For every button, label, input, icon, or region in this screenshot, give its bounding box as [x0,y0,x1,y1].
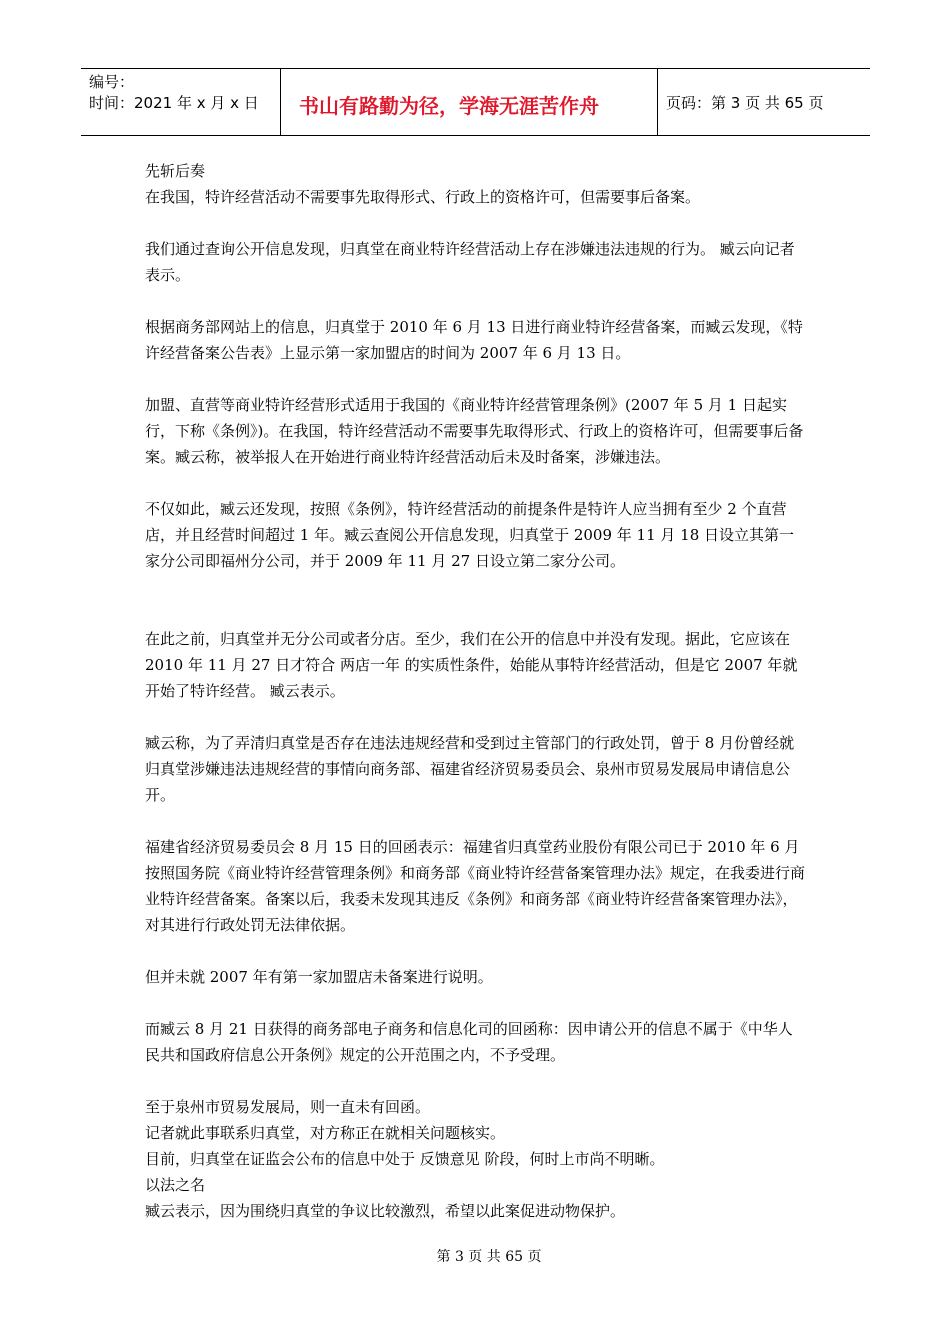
page-footer [0,1246,950,1266]
paragraph: 而臧云 8 月 21 日获得的商务部电子商务和信息化司的回函称：因申请公开的信息不属于《中华人民共和国政府信息公开条例》规定的公开范围之内，不予受理。 [145,1020,793,1064]
paragraph: 根据商务部网站上的信息，归真堂于 2010 年 6 月 13 日进行商业特许经营备案，而臧云发现，《特许经营备案公告表》上显示第一家加盟店的时间为 2007 年 6 月 13 日。 [145,318,803,362]
header-page-cell [658,69,870,135]
paragraph: 福建省经济贸易委员会 8 月 15 日的回函表示：福建省归真堂药业股份有限公司已于 2010 年 6 月按照国务院《商业特许经营管理条例》和商务部《商业特许经营备案管理办法》规定，在我委进行商业特许经营备案。备案以后，我委未发现其违反《条例》和商务部《商业特许经营备案管理办法》，对其进行行政处罚无法律依据。 [145,838,806,934]
footer-page-number: 第 3 页 共 65 页 [436,1249,542,1265]
document-date-label: 时间：2021 年 x 月 x 日 [89,94,259,112]
paragraph: 至于泉州市贸易发展局，则一直未有回函。 [145,1098,431,1116]
paragraph: 在我国，特许经营活动不需要事先取得形式、行政上的资格许可，但需要事后备案。 [145,188,701,206]
header-meta-cell [81,69,281,135]
header-page-label: 页码：第 3 页 共 65 页 [666,93,824,112]
header-motto: 书山有路勤为径，学海无涯苦作舟 [299,93,599,118]
header-motto-cell [281,69,658,135]
paragraph: 加盟、直营等商业特许经营形式适用于我国的《商业特许经营管理条例》(2007 年 5 月 1 日起实行，下称《条例》)。在我国，特许经营活动不需要事先取得形式、行政上的资格许可，但需要事后备案。臧云称，被举报人在开始进行商业特许经营活动后未及时备案，涉嫌违法。 [145,396,804,466]
section-heading: 先斩后奏 [145,162,206,180]
paragraph: 在此之前，归真堂并无分公司或者分店。至少，我们在公开的信息中并没有发现。据此，它应该在 2010 年 11 月 27 日才符合 两店一年 的实质性条件，始能从事特许经营活动，但是它 2007 年就开始了特许经营。 臧云表示。 [145,630,798,700]
section-heading: 以法之名 [145,1176,206,1194]
paragraph: 但并未就 2007 年有第一家加盟店未备案进行说明。 [145,968,493,986]
paragraph: 记者就此事联系归真堂，对方称正在就相关问题核实。 [145,1124,506,1142]
paragraph: 臧云表示，因为围绕归真堂的争议比较激烈，希望以此案促进动物保护。 [145,1202,626,1220]
paragraph: 不仅如此，臧云还发现，按照《条例》，特许经营活动的前提条件是特许人应当拥有至少 2 个直营店，并且经营时间超过 1 年。臧云查阅公开信息发现，归真堂于 2009 年 11 月 18 日设立其第一家分公司即福州分公司，并于 2009 年 11 月 27 日设立第二家分公司。 [145,500,795,570]
paragraph: 目前，归真堂在证监会公布的信息中处于 反馈意见 阶段，何时上市尚不明晰。 [145,1150,665,1168]
paragraph: 臧云称，为了弄清归真堂是否存在违法违规经营和受到过主管部门的行政处罚，曾于 8 月份曾经就归真堂涉嫌违法违规经营的事情向商务部、福建省经济贸易委员会、泉州市贸易发展局申请信息公开。 [145,734,795,804]
header-table [81,68,870,136]
document-body [145,158,805,1224]
document-number-label: 编号： [89,73,135,91]
paragraph: 我们通过查询公开信息发现，归真堂在商业特许经营活动上存在涉嫌违法违规的行为。 臧云向记者表示。 [145,240,795,284]
